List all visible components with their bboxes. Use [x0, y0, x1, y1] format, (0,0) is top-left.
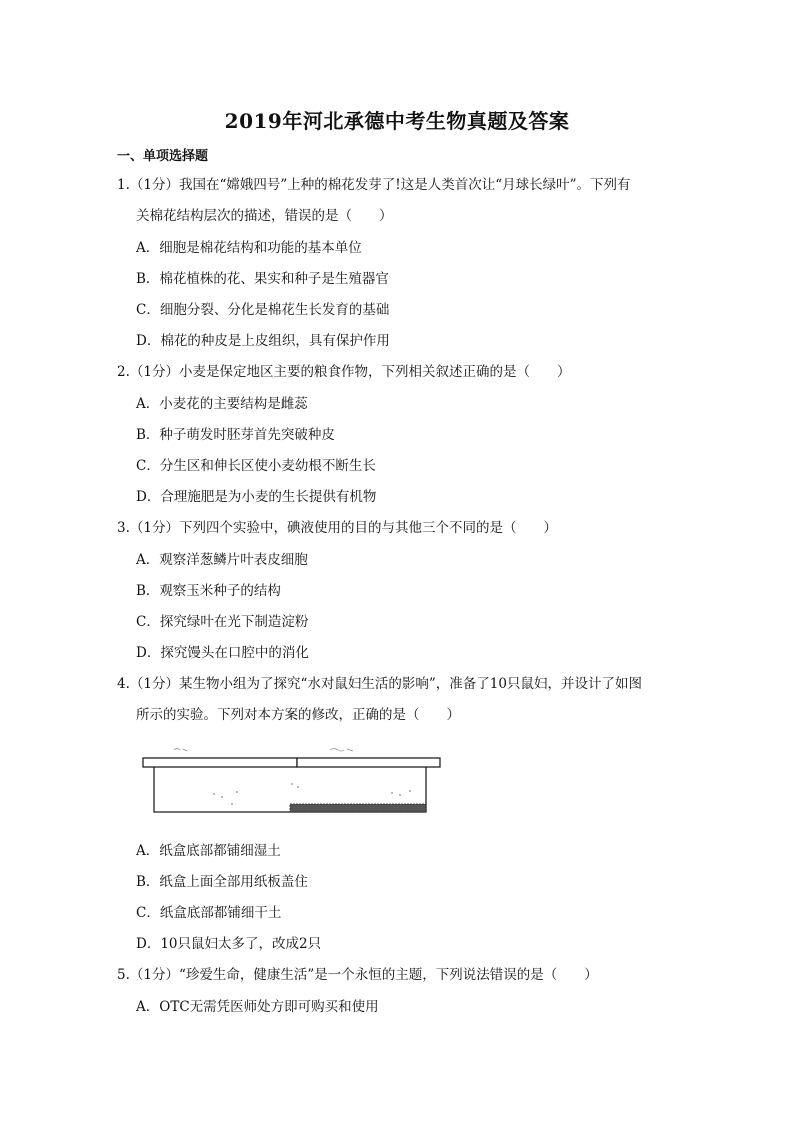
question-3-option-a: A．观察洋葱鳞片叶表皮细胞: [136, 552, 308, 568]
right-cover-board: [297, 758, 440, 767]
question-5-stem-line1: 5.（1分）“珍爱生命，健康生活”是一个永恒的主题，下列说法错误的是（ ）: [117, 967, 598, 983]
question-3-option-c: C．探究绿叶在光下制造淀粉: [136, 614, 309, 630]
question-4-stem-line2: 所示的实验。下列对本方案的修改，正确的是（ ）: [136, 707, 460, 723]
question-4-option-d: D．10只鼠妇太多了，改成2只: [136, 936, 322, 952]
question-2-stem-line1: 2.（1分）小麦是保定地区主要的粮食作物，下列相关叙述正确的是（ ）: [117, 364, 571, 380]
experiment-box-diagram: [142, 744, 442, 819]
question-4-option-b: B．纸盒上面全部用纸板盖住: [136, 874, 308, 890]
question-1-option-b: B．棉花植株的花、果实和种子是生殖器官: [136, 271, 389, 287]
question-4-stem-line1: 4.（1分）某生物小组为了探究“水对鼠妇生活的影响”，准备了10只鼠妇，并设计了如图: [117, 676, 642, 692]
question-1-stem-line1: 1.（1分）我国在“嫦娥四号”上种的棉花发芽了!这是人类首次让“月球长绿叶”。下列有: [117, 177, 631, 193]
label-scribble-right: [330, 749, 353, 752]
question-2-option-a: A．小麦花的主要结构是雌蕊: [136, 396, 308, 412]
question-3-option-b: B．观察玉米种子的结构: [136, 583, 281, 599]
label-scribble-left: [174, 749, 187, 752]
question-4-option-c: C．纸盒底部都铺细干土: [136, 905, 282, 921]
experiment-figure: [142, 744, 442, 819]
question-4-option-a: A．纸盒底部都铺细湿土: [136, 843, 281, 859]
section-heading: 一、单项选择题: [117, 149, 209, 164]
left-cover-board: [143, 758, 297, 767]
question-5-option-a: A．OTC无需凭医师处方即可购买和使用: [136, 999, 379, 1015]
question-1-stem-line2: 关棉花结构层次的描述，错误的是（ ）: [136, 208, 393, 224]
question-2-option-b: B．种子萌发时胚芽首先突破种皮: [136, 427, 335, 443]
question-1-option-d: D．棉花的种皮是上皮组织，具有保护作用: [136, 333, 390, 349]
page-title: 2019年河北承德中考生物真题及答案: [224, 109, 570, 133]
wet-soil-layer: [290, 804, 426, 812]
question-2-option-d: D．合理施肥是为小麦的生长提供有机物: [136, 489, 377, 505]
question-3-stem-line1: 3.（1分）下列四个实验中，碘液使用的目的与其他三个不同的是（ ）: [117, 520, 557, 536]
question-3-option-d: D．探究馒头在口腔中的消化: [136, 645, 309, 661]
question-2-option-c: C．分生区和伸长区使小麦幼根不断生长: [136, 458, 376, 474]
question-1-option-a: A．细胞是棉花结构和功能的基本单位: [136, 240, 362, 256]
question-1-option-c: C．细胞分裂、分化是棉花生长发育的基础: [136, 302, 390, 318]
